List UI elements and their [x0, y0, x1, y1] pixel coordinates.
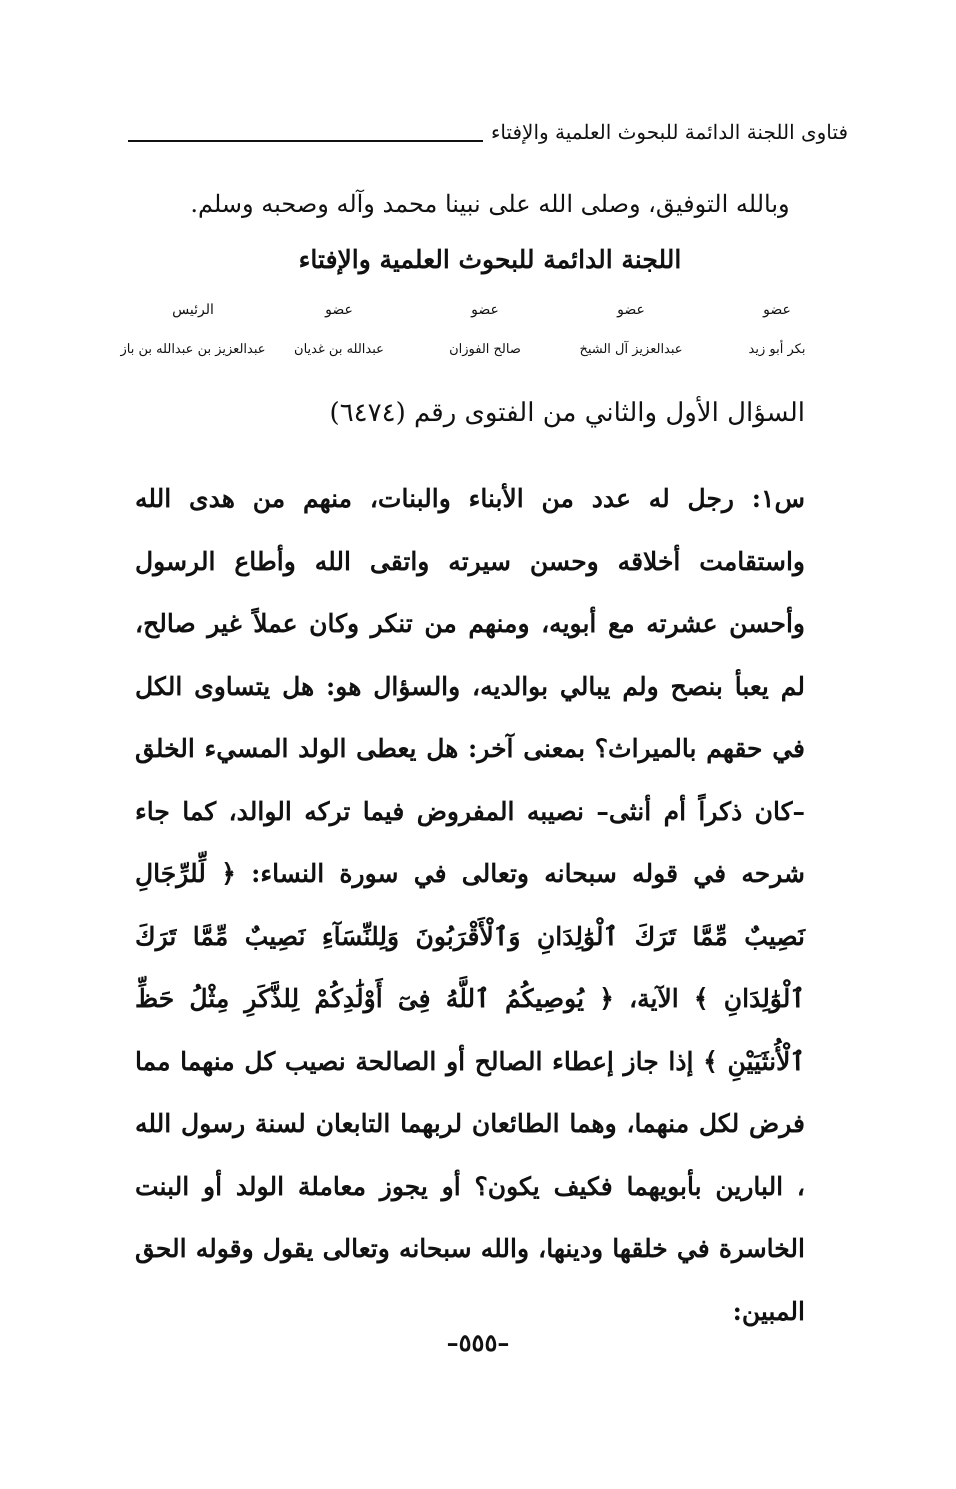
signatory-name: عبدالعزيز آل الشيخ — [579, 342, 683, 357]
running-header — [128, 108, 848, 148]
quran-verse-1: ﴿ لِّلرِّجَالِ نَصِيبٌ مِّمَّا تَرَكَ ٱلْوَٰلِدَانِ وَٱلْأَقْرَبُونَ وَلِلنِّسَآءِ نَصِيبٌ مِّمَّا تَرَكَ ٱلْوَٰلِدَانِ ﴾ — [135, 859, 805, 1013]
signatory-roles — [120, 302, 850, 318]
question-text — [135, 468, 805, 1343]
signatory-role: الرئيس — [172, 302, 214, 318]
signatory-name: بكر أبو زيد — [748, 342, 806, 357]
committee-name: اللجنة الدائمة للبحوث العلمية والإفتاء — [298, 245, 682, 274]
signatory-name: عبدالله بن غديان — [294, 342, 384, 357]
signatory-role: عضو — [617, 302, 645, 318]
signatory-names — [120, 342, 850, 357]
fatwa-title: السؤال الأول والثاني من الفتوى رقم (٦٤٧٤) — [329, 398, 805, 428]
header-rule — [128, 140, 483, 142]
header-title: فتاوى اللجنة الدائمة للبحوث العلمية والإفتاء — [490, 120, 848, 144]
signatory-role: عضو — [325, 302, 353, 318]
signatory-role: عضو — [471, 302, 499, 318]
page-number: –٥٥٥– — [446, 1328, 510, 1357]
question-part-2: الآية، — [629, 984, 679, 1013]
signatory-name: صالح الفوزان — [449, 342, 521, 357]
question-part-1: س١: رجل له عدد من الأبناء والبنات، منهم من هدى الله واستقامت أخلاقه وحسن سيرته واتقى الله وأطاع الرسول وأحسن عشرته مع أبويه، ومنهم من تنكر وكان عملاً غير صالح، لم يعبأ بنصح ولم يبالي بوالديه، والسؤال هو: هل يتساوى الكل في حقهم بالميراث؟ بمعنى آخر: هل يعطى الولد المسيء الخلق –كان ذكراً أم أنثى– نصيبه المفروض فيما تركه الوالد، كما جاء شرحه في قوله سبحانه وتعالى في سورة النساء: — [135, 484, 805, 888]
signatory-name: عبدالعزيز بن عبدالله بن باز — [120, 342, 266, 357]
signatory-role: عضو — [763, 302, 791, 318]
question-part-3: إذا جاز إعطاء الصالح أو الصالحة نصيب كل منهما مما فرض لكل منهما، وهما الطائعان لربهما التابعان لسنة رسول الله ، البارين بأبويهما فكيف يكون؟ أو يجوز معاملة الولد أو البنت الخاسرة في خلقها ودينها، والله سبحانه وتعالى يقول وقوله الحق المبين: — [135, 1046, 805, 1326]
closing-line: وبالله التوفيق، وصلى الله على نبينا محمد وآله وصحبه وسلم. — [190, 190, 790, 218]
quran-verse-2: ﴿ يُوصِيكُمُ ٱللَّهُ فِىٓ أَوْلَٰدِكُمْ لِلذَّكَرِ مِثْلُ حَظِّ ٱلْأُنثَيَيْنِ ﴾ — [135, 984, 805, 1076]
